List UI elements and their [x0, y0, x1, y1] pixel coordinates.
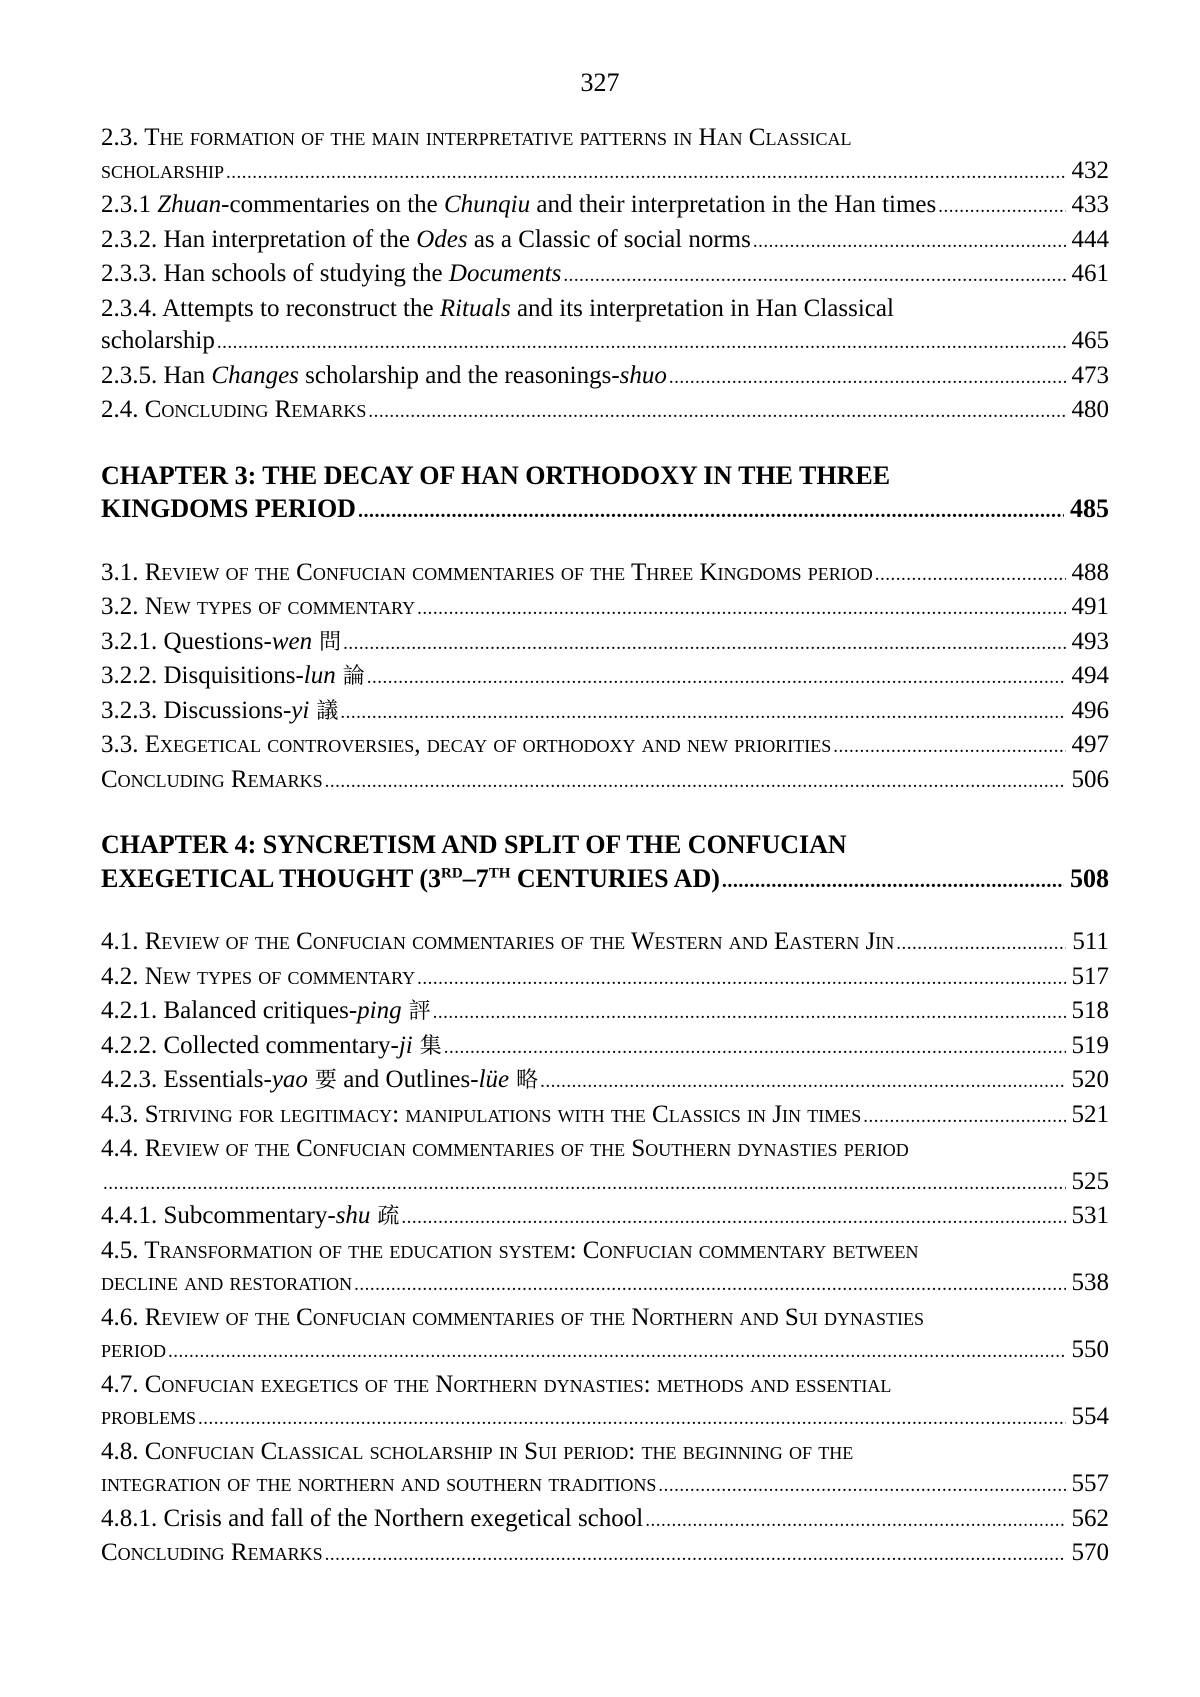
toc-entry-first-line: CHAPTER 4: SYNCRETISM AND SPLIT OF THE CONFUCIAN [101, 830, 847, 859]
toc-entry[interactable] [101, 660, 1109, 695]
entry-text-segment: lun [303, 662, 336, 689]
toc-page-number: 518 [1071, 997, 1109, 1024]
chinese-character: 議 [309, 698, 339, 724]
entry-text-segment: Odes [416, 225, 468, 253]
chinese-character: 評 [401, 999, 431, 1024]
entry-text-segment: –7 [462, 863, 489, 893]
entry-text-segment: problems [101, 1403, 197, 1430]
dot-leader [753, 226, 1066, 259]
toc-entry-title [101, 862, 720, 896]
dot-leader [645, 1505, 1065, 1538]
toc-entry-title [101, 660, 365, 694]
toc-entry-first-line [101, 293, 1109, 326]
entry-text-segment: Concluding Remarks [101, 1539, 323, 1566]
dot-leader [417, 593, 1065, 626]
entry-text-segment: 3.3. Exegetical controversies, decay of orthodoxy and new priorities [101, 731, 832, 758]
entry-text-segment: 4.1. Review of the Confucian commentaries of the Western and Eastern Jin [101, 928, 895, 955]
dot-leader [669, 362, 1066, 395]
entry-text-segment: Rituals [439, 294, 511, 322]
entry-text-segment: as a Classic of social norms [467, 225, 751, 253]
chinese-character: 論 [335, 664, 365, 689]
toc-page-number: 461 [1071, 260, 1109, 287]
toc-page-number: 517 [1071, 962, 1109, 990]
entry-text-segment: CENTURIES AD) [510, 863, 720, 893]
toc-page-number: 570 [1071, 1539, 1109, 1566]
toc-page-number: 496 [1071, 696, 1109, 724]
dot-leader [833, 731, 1065, 764]
toc-entry[interactable] [101, 122, 1109, 189]
toc-entry-first-line: 4.6. Review of the Confucian commentaries of the Northern and Sui dynasties [101, 1303, 925, 1331]
toc-entry[interactable] [101, 1200, 1109, 1235]
dot-leader [722, 865, 1064, 899]
entry-text-segment: Concluding Remarks [101, 765, 323, 793]
entry-text-segment: decline and restoration [101, 1269, 353, 1296]
toc-entry-first-line: CHAPTER 3: THE DECAY OF HAN ORTHODOXY IN THE THREE [101, 460, 891, 490]
dot-leader [863, 1101, 1065, 1134]
entry-text-segment: 2.3.5. Han [101, 361, 212, 389]
entry-text-segment: yao [271, 1066, 308, 1093]
toc-entry-first-line: 4.5. Transformation of the education system: Confucian commentary between [101, 1236, 919, 1264]
dot-leader [325, 766, 1066, 799]
toc-page-number: 520 [1071, 1066, 1109, 1093]
toc-page-number: 508 [1070, 863, 1109, 893]
dot-leader [896, 928, 1066, 961]
entry-text-segment: 4.2. New types of commentary [101, 962, 416, 990]
entry-text-segment: 2.4. Concluding Remarks [101, 396, 367, 423]
toc-page-number: 494 [1071, 662, 1109, 689]
entry-text-segment: scholarship and the reasonings- [298, 361, 620, 389]
entry-text-segment: and Outlines- [336, 1066, 479, 1093]
dot-leader [340, 697, 1065, 730]
entry-text-segment: yi [291, 696, 310, 724]
toc-entry-first-line: 2.3. The formation of the main interpretative patterns in Han Classical [101, 124, 852, 151]
toc-entry-first-line: 4.7. Confucian exegetics of the Northern dynasties: methods and essential [101, 1370, 892, 1398]
entry-text-segment: -commentaries on the [221, 191, 444, 218]
entry-text-segment: 3.2.1. Questions- [101, 627, 272, 655]
entry-text-segment: scholarship [101, 156, 225, 184]
toc-entry[interactable] [101, 1099, 1109, 1134]
dot-leader [444, 1032, 1066, 1065]
entry-text-segment: and its interpretation in Han Classical [510, 294, 894, 322]
entry-text-segment: ping [357, 997, 402, 1024]
dot-leader [103, 1168, 1066, 1201]
entry-text-segment: ji [398, 1031, 413, 1059]
toc-entry-title [101, 626, 341, 660]
entry-text-segment: Zhuan [157, 191, 222, 218]
entry-text-segment: 4.2.3. Essentials- [101, 1066, 272, 1093]
entry-text-segment: and their interpretation in the Han times [530, 191, 937, 218]
toc-entry-title [101, 1267, 352, 1300]
toc-page-number: 554 [1071, 1403, 1109, 1430]
toc-entry-title [101, 325, 215, 358]
dot-leader [658, 1470, 1065, 1503]
toc-page-number: 432 [1071, 156, 1109, 184]
toc-page-number: 525 [1071, 1167, 1109, 1195]
toc-page-number: 511 [1072, 928, 1109, 955]
chinese-character: 問 [312, 629, 342, 655]
dot-leader [433, 997, 1066, 1030]
entry-text-segment: 4.8.1. Crisis and fall of the Northern exegetical school [101, 1504, 644, 1532]
entry-text-segment: TH [488, 864, 511, 881]
toc-page-number: 531 [1071, 1202, 1109, 1229]
toc-entry[interactable] [101, 591, 1109, 626]
toc-entry-title [101, 591, 415, 624]
toc-entry-title [101, 224, 751, 257]
toc-entry-first-line: 4.4. Review of the Confucian commentaries of the Southern dynasties period [101, 1135, 909, 1162]
entry-text-segment: KINGDOMS PERIOD [101, 494, 356, 523]
entry-text-segment: 3.2.3. Discussions- [101, 696, 292, 724]
chinese-character: 疏 [370, 1204, 400, 1229]
dot-leader [226, 157, 1065, 190]
chinese-character: 集 [412, 1033, 442, 1059]
toc-entry-title [101, 1334, 166, 1367]
toc-page-number: 497 [1071, 731, 1109, 758]
toc-entry[interactable] [101, 293, 1109, 360]
dot-leader [343, 628, 1065, 661]
toc-page-number: 444 [1071, 225, 1109, 253]
toc-entry[interactable] [101, 1503, 1109, 1538]
toc-entry[interactable] [101, 557, 1109, 592]
toc-page-number: 491 [1071, 593, 1109, 620]
entry-text-segment: Changes [211, 361, 299, 389]
entry-text-segment: EXEGETICAL THOUGHT (3 [101, 863, 442, 893]
toc-entry[interactable] [101, 926, 1109, 961]
toc-entry[interactable] [101, 764, 1109, 799]
toc-entry-title [101, 557, 873, 590]
dot-leader [198, 1403, 1065, 1436]
entry-text-segment: 2.3.3. Han schools of studying the [101, 260, 449, 287]
toc-page-number: 465 [1071, 327, 1109, 354]
toc-entry-title [101, 1537, 323, 1570]
table-of-contents [101, 122, 1109, 1572]
entry-text-segment: 3.1. Review of the Confucian commentaries of the Three Kingdoms period [101, 558, 873, 586]
toc-chapter-heading[interactable] [101, 459, 1109, 529]
toc-entry[interactable] [101, 258, 1109, 293]
dot-leader [540, 1066, 1065, 1099]
toc-entry[interactable] [101, 1030, 1109, 1065]
toc-page-number: 521 [1071, 1100, 1109, 1128]
entry-text-segment: 3.2. New types of commentary [101, 593, 416, 620]
entry-text-segment: 4.3. Striving for legitimacy: manipulations with the Classics in Jin times [101, 1100, 862, 1128]
toc-entry-title [101, 995, 431, 1029]
toc-page-number: 562 [1071, 1504, 1109, 1532]
toc-page-number: 433 [1071, 191, 1109, 218]
page-number: 327 [580, 68, 620, 97]
dot-leader [367, 662, 1066, 695]
entry-text-segment: 4.4.1. Subcommentary- [101, 1202, 336, 1229]
toc-entry[interactable] [101, 1436, 1109, 1503]
toc-entry-title [101, 1030, 442, 1064]
toc-entry[interactable] [101, 961, 1109, 996]
entry-text-segment: 2.3.4. Attempts to reconstruct the [101, 294, 440, 322]
toc-entry[interactable] [101, 1302, 1109, 1369]
dot-leader [401, 1202, 1065, 1235]
entry-text-segment: wen [271, 627, 313, 655]
toc-entry-first-line: 4.8. Confucian Classical scholarship in Sui period: the beginning of the [101, 1437, 854, 1465]
toc-entry[interactable] [101, 1537, 1109, 1572]
dot-leader [875, 559, 1066, 592]
toc-entry-title [101, 1401, 196, 1434]
toc-entry-title [101, 1064, 538, 1098]
toc-entry[interactable] [101, 695, 1109, 730]
section-gap [101, 798, 1109, 828]
entry-text-segment: lüe [478, 1066, 510, 1093]
toc-entry[interactable] [101, 360, 1109, 395]
toc-entry-title [101, 155, 224, 188]
dot-leader [368, 396, 1065, 429]
entry-text-segment: RD [441, 864, 463, 881]
toc-entry-title [101, 1099, 861, 1132]
entry-text-segment: Documents [448, 260, 562, 287]
toc-entry-title [101, 1200, 399, 1234]
chinese-character: 要 [307, 1068, 337, 1093]
entry-text-segment: 4.2.1. Balanced critiques- [101, 997, 358, 1024]
entry-text-segment: scholarship [101, 327, 215, 354]
toc-entry[interactable] [101, 224, 1109, 259]
toc-page-number: 488 [1071, 558, 1109, 586]
toc-entry[interactable] [101, 729, 1109, 764]
dot-leader [358, 495, 1064, 529]
chinese-character: 略 [509, 1068, 539, 1093]
toc-page-number: 557 [1071, 1470, 1109, 1497]
toc-page-number: 473 [1071, 361, 1109, 389]
toc-entry[interactable] [101, 189, 1109, 224]
section-gap [101, 429, 1109, 459]
entry-text-segment: 3.2.2. Disquisitions- [101, 662, 304, 689]
toc-entry-title [101, 764, 323, 797]
dot-leader [563, 260, 1065, 293]
toc-page-number: 480 [1071, 396, 1109, 423]
entry-text-segment: 4.2.2. Collected commentary- [101, 1031, 399, 1059]
entry-text-segment: 2.3.2. Han interpretation of the [101, 225, 417, 253]
toc-page-number: 493 [1071, 627, 1109, 655]
entry-text-segment: 2.3.1 [101, 191, 158, 218]
entry-text-segment: Chunqiu [444, 191, 531, 218]
entry-text-segment: period [101, 1336, 167, 1363]
toc-entry-title [101, 394, 366, 427]
toc-entry-title [101, 1468, 656, 1501]
toc-page-number: 485 [1070, 494, 1109, 523]
toc-entry[interactable] [101, 1133, 1109, 1200]
toc-page-number: 519 [1071, 1031, 1109, 1059]
toc-entry-title [101, 360, 667, 393]
dot-leader [938, 191, 1065, 224]
toc-entry[interactable] [101, 1235, 1109, 1302]
toc-entry-title [101, 258, 561, 291]
toc-entry[interactable] [101, 995, 1109, 1030]
toc-entry[interactable] [101, 1064, 1109, 1099]
entry-text-segment: shu [335, 1202, 371, 1229]
toc-entry-title [101, 492, 356, 526]
toc-page-number: 550 [1071, 1336, 1109, 1363]
dot-leader [168, 1336, 1065, 1369]
dot-leader [354, 1269, 1065, 1302]
toc-page-number: 506 [1071, 765, 1109, 793]
toc-entry-title [101, 961, 415, 994]
toc-entry[interactable] [101, 626, 1109, 661]
toc-entry-title [101, 1503, 643, 1536]
toc-entry[interactable] [101, 394, 1109, 429]
toc-entry-title [101, 695, 338, 729]
entry-text-segment: shuo [619, 361, 667, 389]
dot-leader [417, 963, 1065, 996]
entry-text-segment: integration of the northern and southern traditions [101, 1470, 657, 1497]
toc-entry[interactable] [101, 1369, 1109, 1436]
dot-leader [217, 327, 1066, 360]
toc-page-number: 538 [1071, 1269, 1109, 1296]
toc-entry-title [101, 729, 831, 762]
toc-entry-title [101, 926, 894, 959]
toc-chapter-heading[interactable] [101, 828, 1109, 898]
toc-entry-title [101, 189, 936, 222]
dot-leader [325, 1539, 1066, 1572]
